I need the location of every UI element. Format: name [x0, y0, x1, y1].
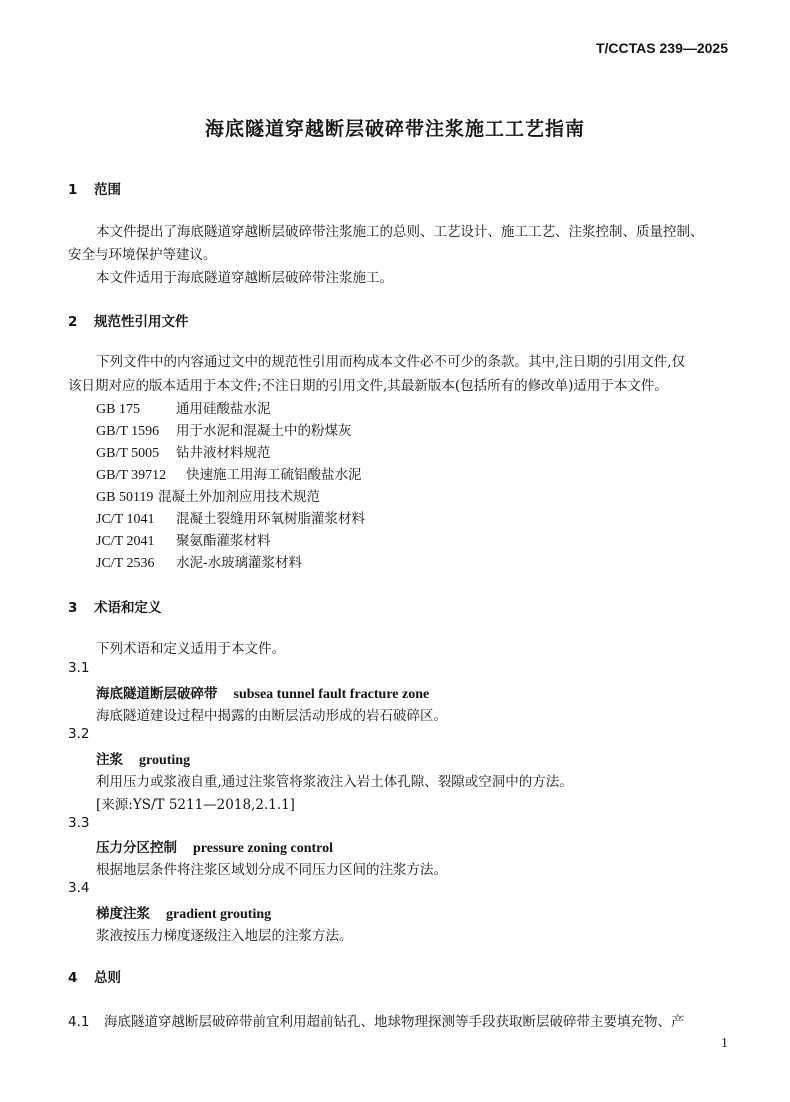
reference-item: [96, 419, 352, 440]
reference-code: GB/T 5005: [96, 446, 160, 461]
reference-code: GB/T 39712: [96, 468, 167, 483]
section-1-heading: [68, 178, 121, 198]
reference-item: [96, 529, 271, 550]
paragraph: 该日期对应的版本适用于本文件;不注日期的引用文件,其最新版本(包括所有的修改单)适用于本文件。: [68, 378, 668, 394]
reference-item: [96, 441, 271, 462]
term-number: 3.2: [68, 726, 90, 742]
reference-code: GB 175: [96, 402, 140, 417]
term-heading: [96, 748, 190, 769]
reference-title: 通用硅酸盐水泥: [176, 401, 271, 417]
reference-title: 聚氨酯灌浆材料: [176, 533, 271, 549]
term-definition: 浆液按压力梯度逐级注入地层的注浆方法。: [96, 928, 353, 944]
clause-number: 4.1: [68, 1014, 90, 1030]
term-chinese: 海底隧道断层破碎带: [96, 686, 218, 702]
term-definition: 利用压力或浆液自重,通过注浆管将浆液注入岩土体孔隙、裂隙或空洞中的方法。: [96, 774, 573, 790]
paragraph: 本文件适用于海底隧道穿越断层破碎带注浆施工。: [96, 270, 393, 286]
reference-title: 用于水泥和混凝土中的粉煤灰: [176, 423, 352, 439]
term-heading: [96, 682, 429, 703]
section-number: 2: [68, 314, 78, 330]
paragraph: 本文件提出了海底隧道穿越断层破碎带注浆施工的总则、工艺设计、施工工艺、注浆控制、质量控制、: [96, 224, 704, 240]
reference-item: [96, 463, 362, 484]
paragraph: 下列文件中的内容通过文中的规范性引用而构成本文件必不可少的条款。其中,注日期的引用文件,仅: [96, 354, 686, 370]
section-number: 3: [68, 600, 78, 616]
reference-title: 快速施工用海工硫铝酸盐水泥: [186, 467, 362, 483]
term-english: pressure zoning control: [193, 841, 334, 856]
term-number: 3.3: [68, 815, 90, 831]
reference-item: [96, 551, 302, 572]
clause: [68, 1010, 728, 1030]
section-title: 总则: [94, 970, 121, 986]
reference-code: GB/T 1596: [96, 424, 160, 439]
section-title: 术语和定义: [94, 600, 162, 616]
section-title: 范围: [94, 182, 121, 198]
term-heading: [96, 902, 271, 923]
reference-code: GB 50119: [96, 490, 154, 505]
reference-code: JC/T 2536: [96, 556, 155, 571]
clause-text: 海底隧道穿越断层破碎带前宜利用超前钻孔、地球物理探测等手段获取断层破碎带主要填充物、产: [104, 1014, 685, 1030]
term-number: 3.4: [68, 880, 90, 896]
section-number: 1: [68, 182, 78, 198]
term-chinese: 压力分区控制: [96, 840, 177, 856]
reference-title: 钻井液材料规范: [176, 445, 271, 461]
reference-item: [96, 397, 271, 418]
reference-item: [96, 507, 365, 528]
reference-title: 混凝土裂缝用环氧树脂灌浆材料: [176, 511, 365, 527]
standard-code: T/CCTAS 239—2025: [595, 40, 728, 56]
page-number: 1: [721, 1036, 728, 1051]
term-chinese: 注浆: [96, 752, 123, 768]
term-english: grouting: [139, 753, 191, 768]
section-2-heading: [68, 310, 189, 330]
term-number: 3.1: [68, 660, 90, 676]
section-title: 规范性引用文件: [94, 314, 189, 330]
term-definition: 根据地层条件将注浆区域划分成不同压力区间的注浆方法。: [96, 862, 447, 878]
document-title: 海底隧道穿越断层破碎带注浆施工工艺指南: [204, 118, 585, 140]
term-english: subsea tunnel fault fracture zone: [233, 687, 430, 702]
term-english: gradient grouting: [166, 907, 272, 922]
section-number: 4: [68, 970, 78, 986]
term-chinese: 梯度注浆: [96, 906, 150, 922]
reference-item: [96, 485, 320, 506]
section-4-heading: [68, 966, 121, 986]
section-3-heading: [68, 596, 162, 616]
paragraph: 安全与环境保护等建议。: [68, 247, 217, 263]
reference-code: JC/T 2041: [96, 534, 155, 549]
term-heading: [96, 836, 333, 857]
reference-code: JC/T 1041: [96, 512, 155, 527]
term-definition: 海底隧道建设过程中揭露的由断层活动形成的岩石破碎区。: [96, 708, 447, 724]
reference-title: 水泥-水玻璃灌浆材料: [176, 555, 303, 571]
paragraph: 下列术语和定义适用于本文件。: [96, 641, 285, 657]
term-source: [来源:YS/T 5211—2018,2.1.1]: [96, 797, 295, 813]
reference-title: 混凝土外加剂应用技术规范: [158, 489, 320, 505]
